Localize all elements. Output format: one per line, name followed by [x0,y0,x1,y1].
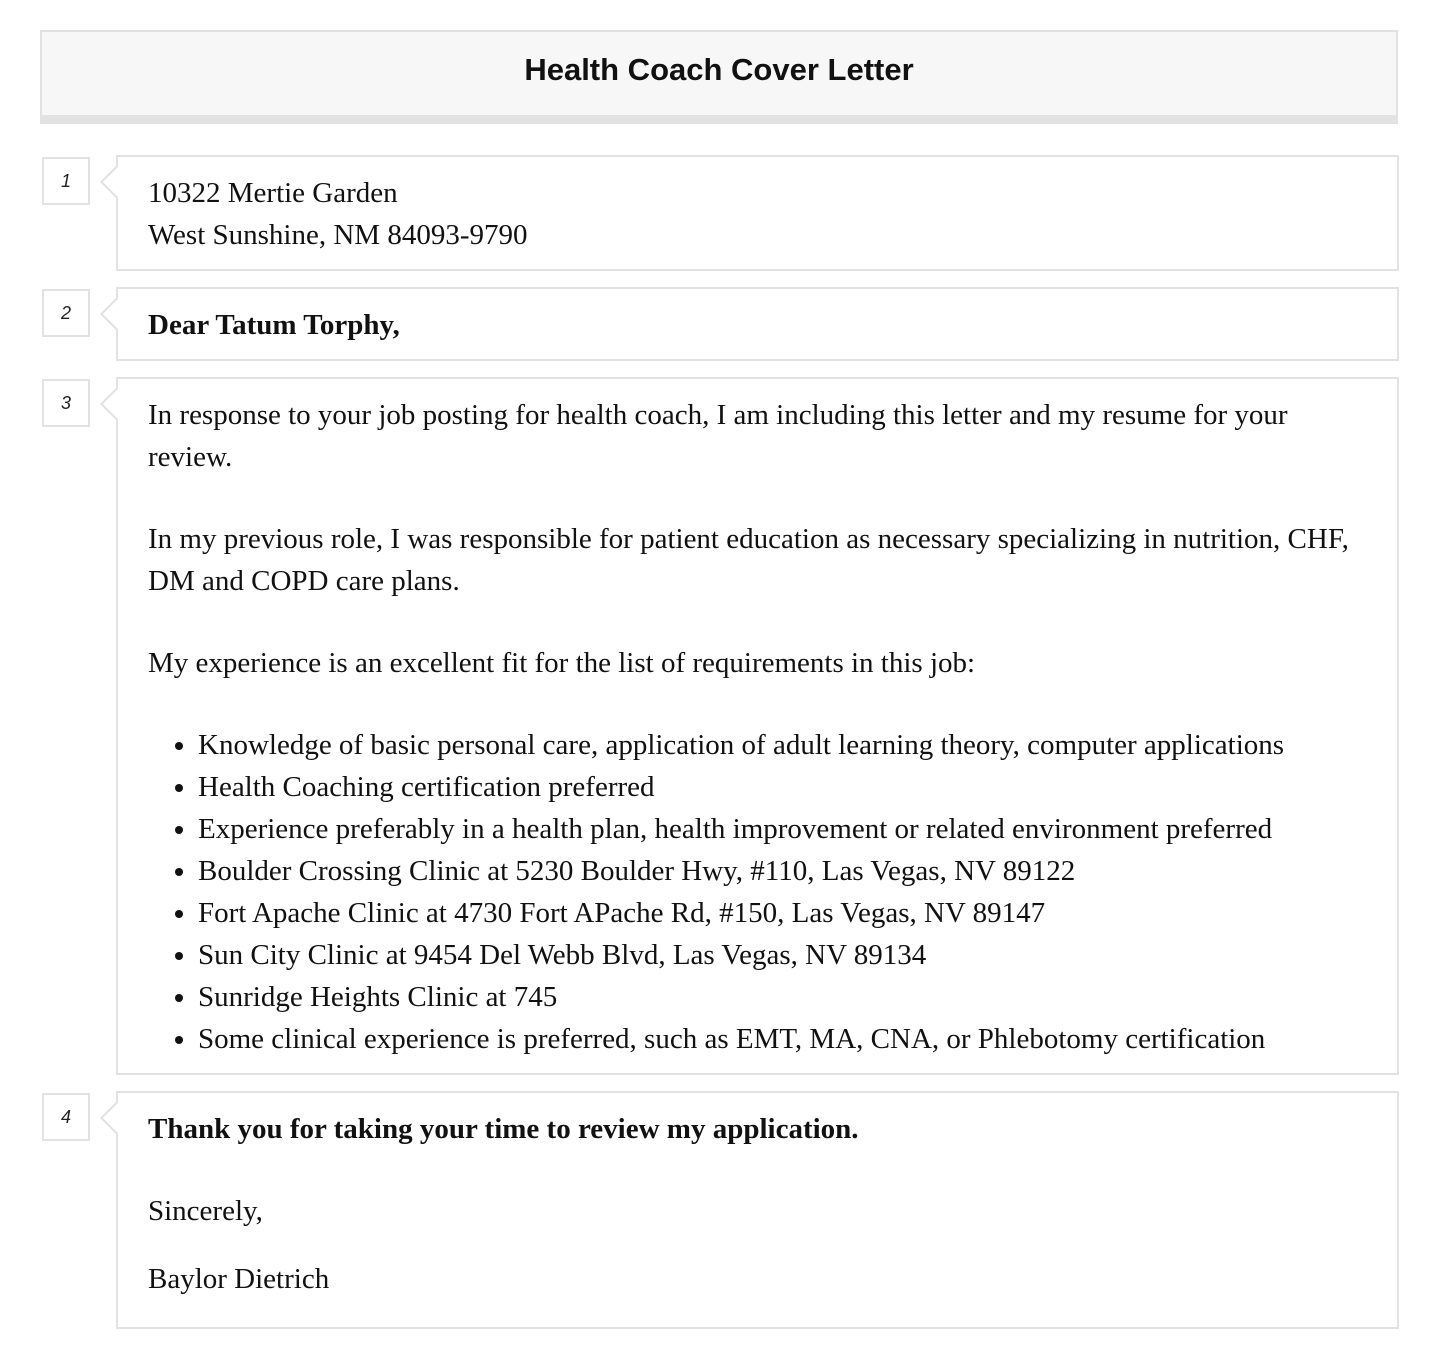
title-bar [40,30,1398,124]
thank-you-line: Thank you for taking your time to review my application. [148,1113,859,1145]
address-line-2: West Sunshine, NM 84093-9790 [148,219,528,251]
section-address [116,155,1399,271]
list-item: • Fort Apache Clinic at 4730 Fort APache Rd, #150, Las Vegas, NV 89147 [198,892,1367,934]
requirements-list [148,724,1367,1060]
page-title: Health Coach Cover Letter [524,51,914,87]
list-item: • Knowledge of basic personal care, application of adult learning theory, computer applications [198,724,1367,766]
section-greeting [116,287,1399,361]
section-closing [116,1091,1399,1329]
section-number-4: 4 [42,1093,90,1141]
list-item: • Some clinical experience is preferred, such as EMT, MA, CNA, or Phlebotomy certification [198,1018,1367,1060]
signature-name: Baylor Dietrich [148,1263,330,1295]
closing-salutation: Sincerely, [148,1195,263,1227]
body-paragraph-3: My experience is an excellent fit for the list of requirements in this job: [148,647,976,679]
list-item: • Health Coaching certification preferred [198,766,1367,808]
greeting: Dear Tatum Torphy, [148,309,400,341]
section-number-1: 1 [42,157,90,205]
list-item: • Experience preferably in a health plan, health improvement or related environment preferred [198,808,1367,850]
section-number-2: 2 [42,289,90,337]
body-paragraph-1: In response to your job posting for health coach, I am including this letter and my resume for your review. [148,399,1288,473]
list-item: • Sun City Clinic at 9454 Del Webb Blvd, Las Vegas, NV 89134 [198,934,1367,976]
section-body [116,377,1399,1075]
section-number-3: 3 [42,379,90,427]
address-line-1: 10322 Mertie Garden [148,177,398,209]
list-item: • Boulder Crossing Clinic at 5230 Boulder Hwy, #110, Las Vegas, NV 89122 [198,850,1367,892]
list-item: • Sunridge Heights Clinic at 745 [198,976,1367,1018]
body-paragraph-2: In my previous role, I was responsible for patient education as necessary specializing in nutrition, CHF, DM and COPD care plans. [148,523,1349,597]
